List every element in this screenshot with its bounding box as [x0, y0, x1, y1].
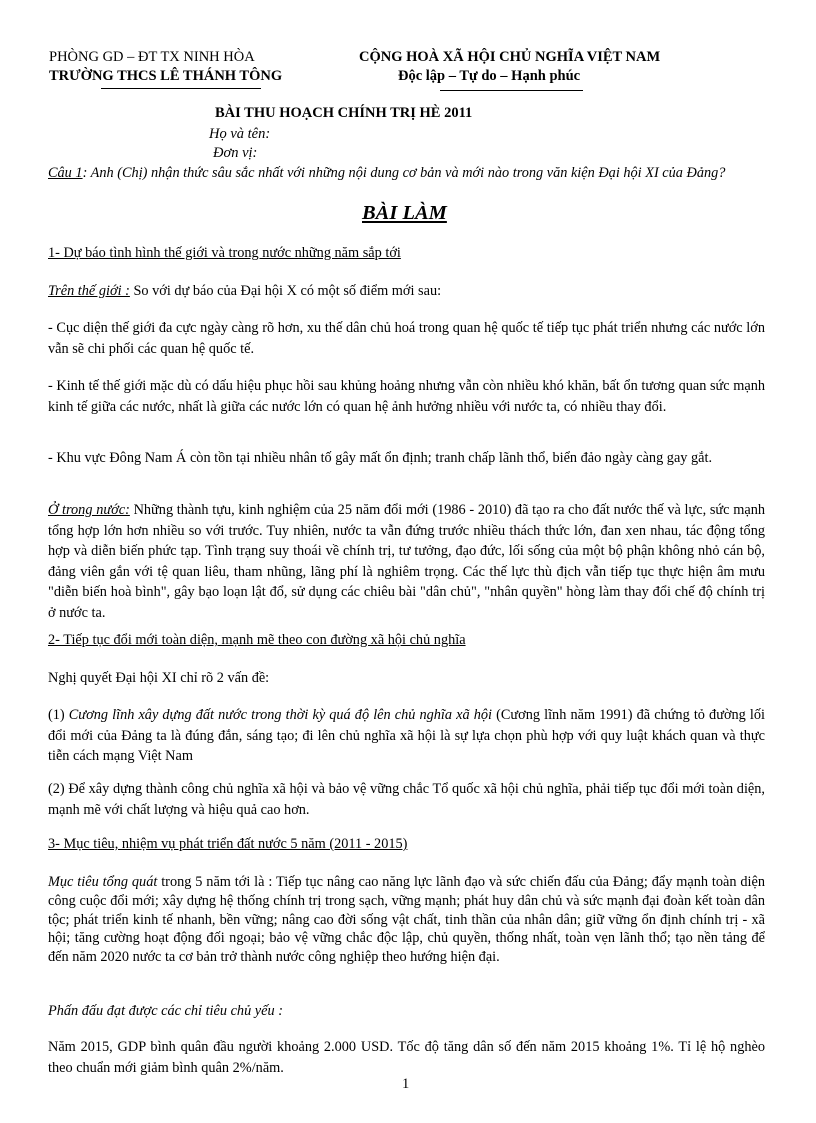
section-2-point-2: (2) Để xây dựng thành công chủ nghĩa xã hội và bảo vệ vững chắc Tổ quốc xã hội chủ nghĩa, phải tiếp tục đổi mới toàn diện, mạnh mẽ với chất lượng và hiệu quả cao hơn.	[48, 781, 765, 818]
section-3-title-text: 3- Mục tiêu, nhiệm vụ phát triển đất nước 5 năm (2011 - 2015)	[48, 836, 408, 852]
section-1-title-text: 1- Dự báo tình hình thế giới và trong nước những năm sắp tới	[48, 245, 401, 261]
national-title: CỘNG HOÀ XÃ HỘI CHỦ NGHĨA VIỆT NAM	[359, 49, 661, 65]
world-intro	[48, 281, 765, 302]
world-point-3: - Khu vực Đông Nam Á còn tồn tại nhiều nhân tố gây mất ổn định; tranh chấp lãnh thổ, biển đảo ngày càng gay gắt.	[48, 450, 713, 466]
national-motto: Độc lập – Tự do – Hạnh phúc	[398, 68, 581, 84]
world-point-2: - Kinh tế thế giới mặc dù có dấu hiệu phục hồi sau khủng hoảng nhưng vẫn còn nhiều khó khăn, bất ổn tương quan sức mạnh kinh tế giữa các nước, nhất là giữa các nước lớn có quan hệ ảnh hưởng nhiều với nước ta, có nhiều thay đổi.	[48, 378, 765, 415]
page-number: 1	[402, 1076, 410, 1092]
answer-heading: BÀI LÀM	[362, 202, 447, 224]
school-underline	[101, 88, 261, 89]
section-2-point-1	[48, 705, 765, 767]
point-1-rest: (Cương lĩnh năm 1991) đã chứng tỏ đường lối đổi mới của Đảng ta là đúng đắn, sáng tạo; đi lên chủ nghĩa xã hội là sự lựa chọn phù hợp với quy luật khách quan và thực tiễn cách mạng Việt Nam	[48, 707, 765, 764]
section-3-last: Năm 2015, GDP bình quân đầu người khoảng 2.000 USD. Tốc độ tăng dân số đến năm 2015 khoảng 1%. Tỉ lệ hộ nghèo theo chuẩn mới giảm bình quân 2%/năm.	[48, 1039, 765, 1076]
motto-underline	[440, 90, 583, 91]
point-1-number: (1)	[48, 707, 69, 723]
section-3-targets: Phấn đấu đạt được các chỉ tiêu chủ yếu :	[48, 1003, 283, 1019]
name-field-label: Họ và tên:	[209, 126, 271, 142]
world-intro-text: So với dự báo của Đại hội X có một số điểm mới sau:	[129, 283, 442, 299]
question-1	[48, 164, 765, 183]
section-1-title	[48, 243, 765, 264]
unit-field-label: Đơn vị:	[213, 145, 258, 161]
section-2-title-text: 2- Tiếp tục đổi mới toàn diện, mạnh mẽ theo con đường xã hội chủ nghĩa	[48, 632, 466, 648]
section-3-goal	[48, 873, 765, 967]
section-2-title	[48, 630, 765, 651]
section-2-intro: Nghị quyết Đại hội XI chỉ rõ 2 vấn đề:	[48, 670, 270, 686]
goal-text: trong 5 năm tới là : Tiếp tục nâng cao năng lực lãnh đạo và sức chiến đấu của Đảng; đẩy mạnh toàn diện công cuộc đổi mới; xây dựng hệ thống chính trị trong sạch, vững mạnh; phát huy dân chủ và sức mạnh đại đoàn kết toàn dân tộc; phát triển kinh tế nhanh, bền vững; nâng cao đời sống vật chất, tinh thần của nhân dân; giữ vững ổn định chính trị - xã hội; tăng cường hoạt động đối ngoại; bảo vệ vững chắc độc lập, chủ quyền, thống nhất, toàn vẹn lãnh thổ; tạo nền tảng để đến năm 2020 nước ta cơ bản trở thành nước công nghiệp theo hướng hiện đại.	[48, 874, 765, 966]
question-text: Anh (Chị) nhận thức sâu sắc nhất với những nội dung cơ bản và mới nào trong văn kiện Đại hội XI của Đảng?	[87, 165, 726, 181]
domestic-label: Ở trong nước:	[48, 502, 130, 518]
document-title: BÀI THU HOẠCH CHÍNH TRỊ HÈ 2011	[215, 105, 473, 121]
school-name: TRƯỜNG THCS LÊ THÁNH TÔNG	[49, 68, 283, 84]
section-3-title	[48, 834, 765, 855]
domestic-paragraph	[48, 500, 765, 623]
goal-label: Mục tiêu tổng quát	[48, 874, 158, 890]
world-point-1: - Cục diện thế giới đa cực ngày càng rõ hơn, xu thế dân chủ hoá trong quan hệ quốc tế tiếp tục phát triển nhưng các nước lớn vẫn sẽ chi phối các quan hệ quốc tế.	[48, 320, 765, 357]
question-colon: :	[82, 165, 88, 181]
domestic-text: Những thành tựu, kinh nghiệm của 25 năm đổi mới (1986 - 2010) đã tạo ra cho đất nước thế và lực, sức mạnh tổng hợp lớn hơn nhiều so với trước. Tuy nhiên, nước ta vẫn đứng trước nhiều thách thức lớn, đan xen nhau, tác động tổng hợp và diễn biến phức tạp. Tình trạng suy thoái về chính trị, tư tưởng, đạo đức, lối sống của một bộ phận không nhỏ cán bộ, đảng viên gắn với tệ quan liêu, tham nhũng, lãng phí là nghiêm trọng. Các thế lực thù địch vẫn tiếp tục thực hiện âm mưu "diễn biến hoà bình", gây bạo loạn lật đổ, sử dụng các chiêu bài "dân chủ", "nhân quyền" hòng làm thay đổi chế độ chính trị ở nước ta.	[48, 502, 766, 621]
question-label: Câu 1	[48, 165, 83, 181]
world-label: Trên thế giới :	[48, 283, 130, 299]
point-1-italic: Cương lĩnh xây dựng đất nước trong thời kỳ quá độ lên chủ nghĩa xã hội	[68, 707, 493, 723]
department-name: PHÒNG GD – ĐT TX NINH HÒA	[49, 49, 255, 65]
